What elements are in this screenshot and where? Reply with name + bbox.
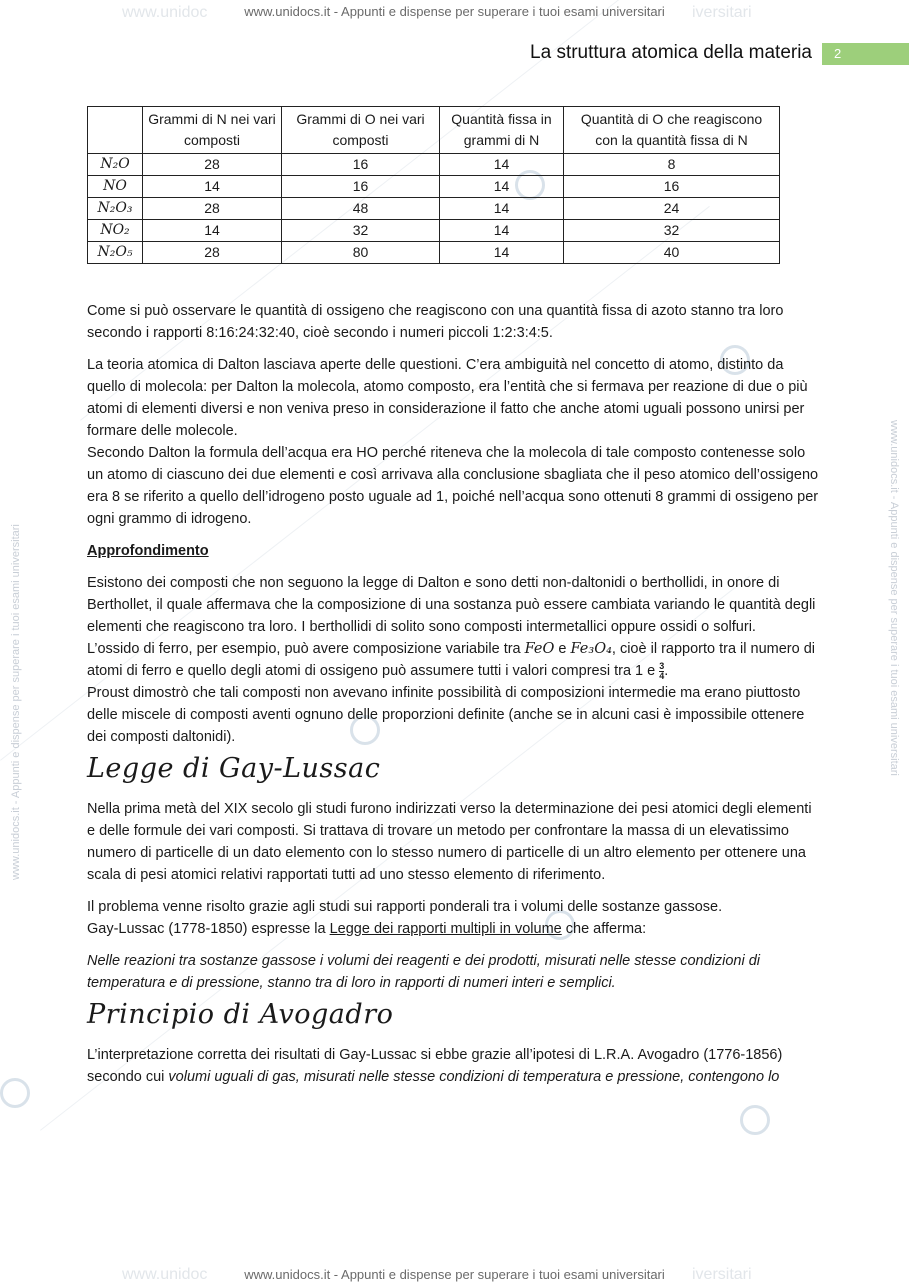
table-cell-compound: N₂O <box>88 154 143 176</box>
text-run: L’ossido di ferro, per esempio, può avere composizione variabile tra <box>87 641 525 657</box>
formula-feo: FeO <box>524 641 555 657</box>
table-row <box>88 176 780 198</box>
heading-gay-lussac: Legge di Gay-Lussac <box>87 753 381 784</box>
watermark-side-right: www.unidocs.it - Appunti e dispense per superare i tuoi esami universitari <box>888 420 900 776</box>
table-cell: 80 <box>282 242 440 264</box>
paragraph-gay-lussac-law <box>87 918 820 940</box>
paragraph-dalton-water: Secondo Dalton la formula dell’acqua era HO perché riteneva che la molecola di tale composto contenesse solo un atomo di ciascuno dei due elementi e così arrivava alla conclusione sbagliata che il peso atomico dell’ossigeno era 8 se riferito a quello dell’idrogeno posto uguale ad 1, poiché nell’acqua sono ottenuti 8 grammi di ossigeno per ogni grammo di idrogeno. <box>87 445 819 527</box>
table-cell: 28 <box>143 198 282 220</box>
paragraph-ratios: Come si può osservare le quantità di ossigeno che reagiscono con una quantità fissa di azoto stanno tra loro secondo i rapporti 8:16:24:32:40, cioè secondo i numeri piccoli 1:2:3:4:5. <box>87 303 784 341</box>
subheading-approfondimento: Approfondimento <box>87 543 209 559</box>
table-cell: 24 <box>564 198 780 220</box>
watermark-ghost-left: www.unidoc <box>122 1266 208 1283</box>
table-cell-compound: NO <box>88 176 143 198</box>
watermark-banner-top: www.unidocs.it - Appunti e dispense per superare i tuoi esami universitari <box>244 4 665 19</box>
text-run: , cioè il rapporto tra il numero di atomi di ferro e quello degli atomi di ossigeno può assumere tutti i valori compresi tra 1 e <box>87 641 815 679</box>
underlined-law-name: Legge dei rapporti multipli in volume <box>329 921 562 937</box>
italic-hypothesis: volumi uguali di gas, misurati nelle stesse condizioni di temperatura e pressione, contengono lo <box>168 1069 780 1085</box>
text-run: che afferma: <box>561 921 647 937</box>
table-cell: 14 <box>440 198 564 220</box>
table-cell: 14 <box>440 176 564 198</box>
table-cell: 14 <box>143 220 282 242</box>
document-body <box>87 300 820 1098</box>
table-cell: 8 <box>564 154 780 176</box>
watermark-ghost-left: www.unidoc <box>122 4 208 21</box>
table-cell: 40 <box>564 242 780 264</box>
table-cell: 14 <box>440 220 564 242</box>
table-cell: 14 <box>440 154 564 176</box>
unidocs-logo-icon <box>0 1078 30 1108</box>
text-run: Gay-Lussac (1778-1850) espresse la <box>87 921 330 937</box>
paragraph-avogadro <box>87 1044 820 1088</box>
formula-fe3o4: Fe₃O₄ <box>570 641 612 657</box>
paragraph-dalton-theory: La teoria atomica di Dalton lasciava aperte delle questioni. C’era ambiguità nel concetto di atomo, distinto da quello di molecola: per Dalton la molecola, atomo composto, era l’entità che si fermava per reazione di due o più atomi di elementi diversi e non veniva preso in considerazione il fatto che anche atomi uguali possono unirsi per formare delle molecole. <box>87 357 808 439</box>
paragraph-proust: Proust dimostrò che tali composti non avevano infinite possibilità di composizioni intermedie ma erano piuttosto delle miscele di composti aventi ognuno delle proporzioni definite (anche se in alcuni casi è impossibile ottenere dei composti daltonidi). <box>87 685 805 745</box>
page-header-title: La struttura atomica della materia <box>530 42 812 63</box>
table-row <box>88 198 780 220</box>
watermark-ghost-right: iversitari <box>692 1266 752 1283</box>
table-cell-compound: N₂O₅ <box>88 242 143 264</box>
compounds-table <box>87 106 780 264</box>
watermark-side-left: www.unidocs.it - Appunti e dispense per superare i tuoi esami universitari <box>10 524 22 880</box>
watermark-ghost-right: iversitari <box>692 4 752 21</box>
table-cell: 32 <box>282 220 440 242</box>
fraction-numerator: 3 <box>659 660 665 671</box>
page-number-badge: 2 <box>822 43 909 65</box>
table-cell: 32 <box>564 220 780 242</box>
table-cell: 16 <box>564 176 780 198</box>
unidocs-logo-icon <box>740 1105 770 1135</box>
table-header-cell <box>88 107 143 154</box>
paragraph-gas-volumes: Il problema venne risolto grazie agli studi sui rapporti ponderali tra i volumi delle sostanze gassose. <box>87 899 723 915</box>
table-cell: 16 <box>282 154 440 176</box>
heading-avogadro: Principio di Avogadro <box>87 999 394 1030</box>
text-run: . <box>664 663 669 679</box>
paragraph-iron-oxide <box>87 638 820 682</box>
paragraph-law-statement: Nelle reazioni tra sostanze gassose i volumi dei reagenti e dei prodotti, misurati nelle stesse condizioni di temperatura e di pressione, stanno tra di loro in rapporti di numeri interi e semplici. <box>87 953 760 991</box>
fraction-denominator: 4 <box>659 670 665 681</box>
table-header-cell: Quantità fissa in grammi di N <box>440 107 564 154</box>
paragraph-atomic-weights: Nella prima metà del XIX secolo gli studi furono indirizzati verso la determinazione dei pesi atomici degli elementi e delle formule dei vari composti. Si trattava di trovare un metodo per confrontare la massa di un elevatissimo numero di particelle di un dato elemento con lo stesso numero di particelle di un altro elemento per ottenere una scala di pesi atomici relativi rapportati tutti ad uno stesso elemento di riferimento. <box>87 801 812 883</box>
table-header-row <box>88 107 780 154</box>
table-header-cell: Grammi di O nei vari composti <box>282 107 440 154</box>
table-cell-compound: N₂O₃ <box>88 198 143 220</box>
table-row <box>88 154 780 176</box>
table-cell: 16 <box>282 176 440 198</box>
watermark-banner-bottom: www.unidocs.it - Appunti e dispense per superare i tuoi esami universitari <box>244 1267 665 1282</box>
table-cell: 48 <box>282 198 440 220</box>
table-row <box>88 242 780 264</box>
text-run: e <box>554 641 571 657</box>
table-cell: 28 <box>143 154 282 176</box>
paragraph-berthollidi: Esistono dei composti che non seguono la legge di Dalton e sono detti non-daltonidi o berthollidi, in onore di Berthollet, il quale affermava che la composizione di una sostanza può essere cambiata variando le quantità degli elementi che reagiscono tra loro. I berthollidi di solito sono composti intermetallici oppure ossidi o solfuri. <box>87 575 816 635</box>
text-run: L’interpretazione corretta dei risultati di Gay-Lussac si ebbe grazie all’ipotesi di L.R.A. Avogadro (1776-1856) secondo cui <box>87 1047 783 1085</box>
table-header-cell: Quantità di O che reagiscono con la quantità fissa di N <box>564 107 780 154</box>
table-cell: 14 <box>440 242 564 264</box>
table-cell: 28 <box>143 242 282 264</box>
table-header-cell: Grammi di N nei vari composti <box>143 107 282 154</box>
table-cell-compound: NO₂ <box>88 220 143 242</box>
table-row <box>88 220 780 242</box>
table-cell: 14 <box>143 176 282 198</box>
